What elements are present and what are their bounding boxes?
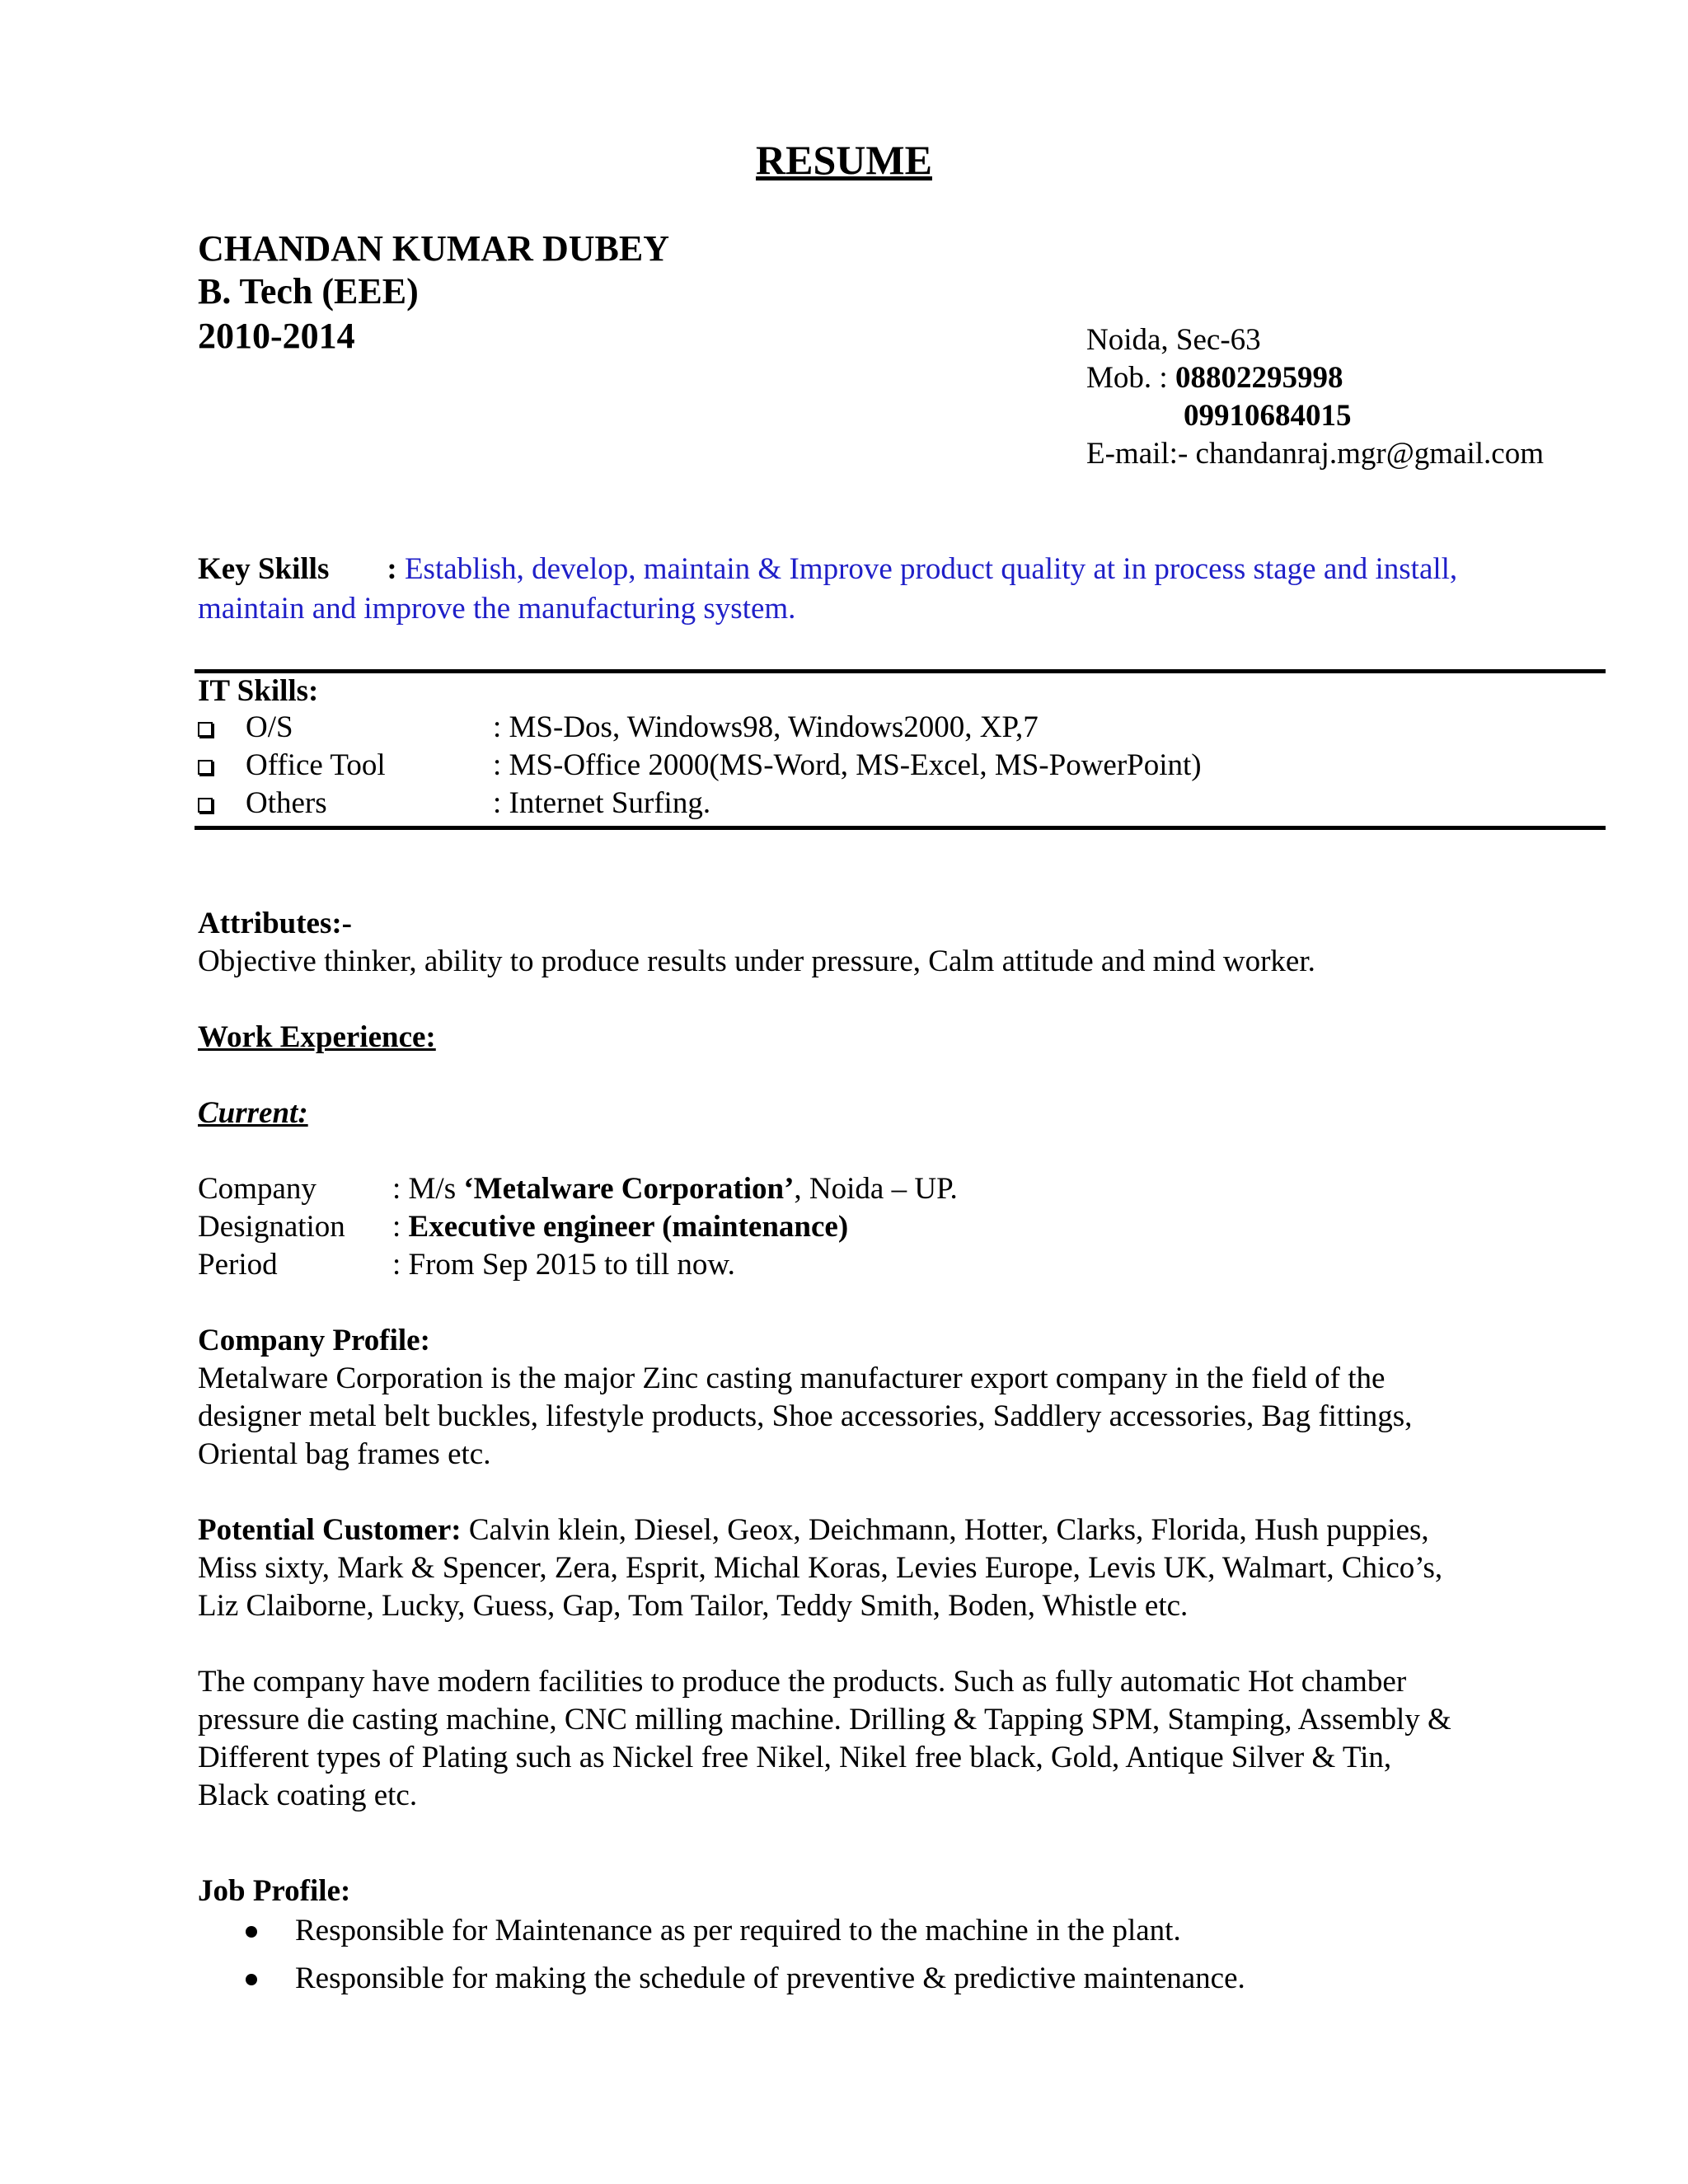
square-bullet-icon — [198, 798, 213, 813]
designation-label: Designation — [198, 1210, 345, 1244]
bullet-icon — [246, 1926, 257, 1938]
company-profile-line: Oriental bag frames etc. — [198, 1437, 491, 1471]
it-skill-value: : MS-Office 2000(MS-Word, MS-Excel, MS-PowerPoint) — [493, 748, 1202, 782]
attributes-heading: Attributes:- — [198, 907, 353, 940]
facilities-line: The company have modern facilities to produce the products. Such as fully automatic Hot chamber — [198, 1665, 1407, 1699]
period-label: Period — [198, 1248, 278, 1282]
potential-customer-label: Potential Customer: — [198, 1513, 462, 1547]
key-skills-separator: : — [387, 552, 405, 586]
company-label: Company — [198, 1172, 316, 1206]
bullet-icon — [246, 1974, 257, 1985]
it-skills-top-rule — [195, 669, 1606, 673]
candidate-name: CHANDAN KUMAR DUBEY — [198, 228, 669, 269]
potential-customer-text: Calvin klein, Diesel, Geox, Deichmann, Hotter, Clarks, Florida, Hush puppies, — [461, 1513, 1429, 1547]
it-skills-heading: IT Skills: — [198, 674, 319, 708]
potential-customer-line-1 — [198, 1511, 1429, 1549]
work-experience-heading: Work Experience: — [198, 1020, 436, 1054]
square-bullet-icon — [198, 760, 213, 775]
it-skill-value: : Internet Surfing. — [493, 786, 711, 820]
it-skill-name: Office Tool — [246, 748, 386, 782]
company-profile-line: designer metal belt buckles, lifestyle products, Shoe accessories, Saddlery accessories, Bag fittings, — [198, 1399, 1413, 1433]
current-heading: Current: — [198, 1096, 308, 1130]
it-skill-value: : MS-Dos, Windows98, Windows2000, XP,7 — [493, 710, 1039, 744]
company-profile-line: Metalware Corporation is the major Zinc casting manufacturer export company in the field of the — [198, 1361, 1386, 1395]
facilities-line: Different types of Plating such as Nickel free Nikel, Nikel free black, Gold, Antique Silver & Tin, — [198, 1741, 1392, 1774]
job-profile-item: Responsible for Maintenance as per required to the machine in the plant. — [295, 1914, 1181, 1947]
candidate-years: 2010-2014 — [198, 316, 355, 356]
facilities-line: pressure die casting machine, CNC milling machine. Drilling & Tapping SPM, Stamping, Assembly & — [198, 1703, 1451, 1736]
designation-text: Executive engineer (maintenance) — [408, 1210, 849, 1244]
job-profile-item: Responsible for making the schedule of preventive & predictive maintenance. — [295, 1961, 1245, 1995]
it-skill-name: Others — [246, 786, 327, 820]
company-value — [392, 1170, 958, 1208]
potential-customer-line-3: Liz Claiborne, Lucky, Guess, Gap, Tom Tailor, Teddy Smith, Boden, Whistle etc. — [198, 1589, 1189, 1623]
mobile-number-2: 09910684015 — [1184, 399, 1352, 433]
contact-mobile — [1086, 359, 1343, 397]
contact-location: Noida, Sec-63 — [1086, 323, 1261, 357]
company-prefix: : M/s — [392, 1172, 464, 1206]
company-name: ‘Metalware Corporation’ — [463, 1172, 795, 1206]
contact-email — [1086, 435, 1544, 473]
email-address[interactable]: chandanraj.mgr@gmail.com — [1195, 437, 1544, 471]
designation-value — [392, 1208, 848, 1246]
job-profile-heading: Job Profile: — [198, 1874, 351, 1908]
company-suffix: , Noida – UP. — [794, 1172, 958, 1206]
key-skills-text: Establish, develop, maintain & Improve product quality at in process stage and install, — [404, 552, 1458, 586]
mobile-label: Mob. : — [1086, 361, 1175, 395]
key-skills-label: Key Skills — [198, 552, 330, 586]
candidate-degree: B. Tech (EEE) — [198, 271, 419, 312]
page-title: RESUME — [756, 137, 932, 183]
key-skills-line-1 — [198, 551, 1457, 588]
facilities-line: Black coating etc. — [198, 1779, 418, 1812]
key-skills-line-2: maintain and improve the manufacturing system. — [198, 592, 796, 626]
email-label: E-mail:- — [1086, 437, 1196, 471]
mobile-number-1: 08802295998 — [1175, 361, 1343, 395]
attributes-text: Objective thinker, ability to produce results under pressure, Calm attitude and mind worker. — [198, 944, 1315, 978]
it-skills-bottom-rule — [195, 826, 1606, 830]
potential-customer-line-2: Miss sixty, Mark & Spencer, Zera, Esprit, Michal Koras, Levies Europe, Levis UK, Walmart, Chico’s, — [198, 1551, 1443, 1585]
it-skill-name: O/S — [246, 710, 293, 744]
company-profile-heading: Company Profile: — [198, 1324, 430, 1357]
period-value: : From Sep 2015 to till now. — [392, 1248, 735, 1282]
square-bullet-icon — [198, 722, 213, 737]
designation-separator: : — [392, 1210, 409, 1244]
